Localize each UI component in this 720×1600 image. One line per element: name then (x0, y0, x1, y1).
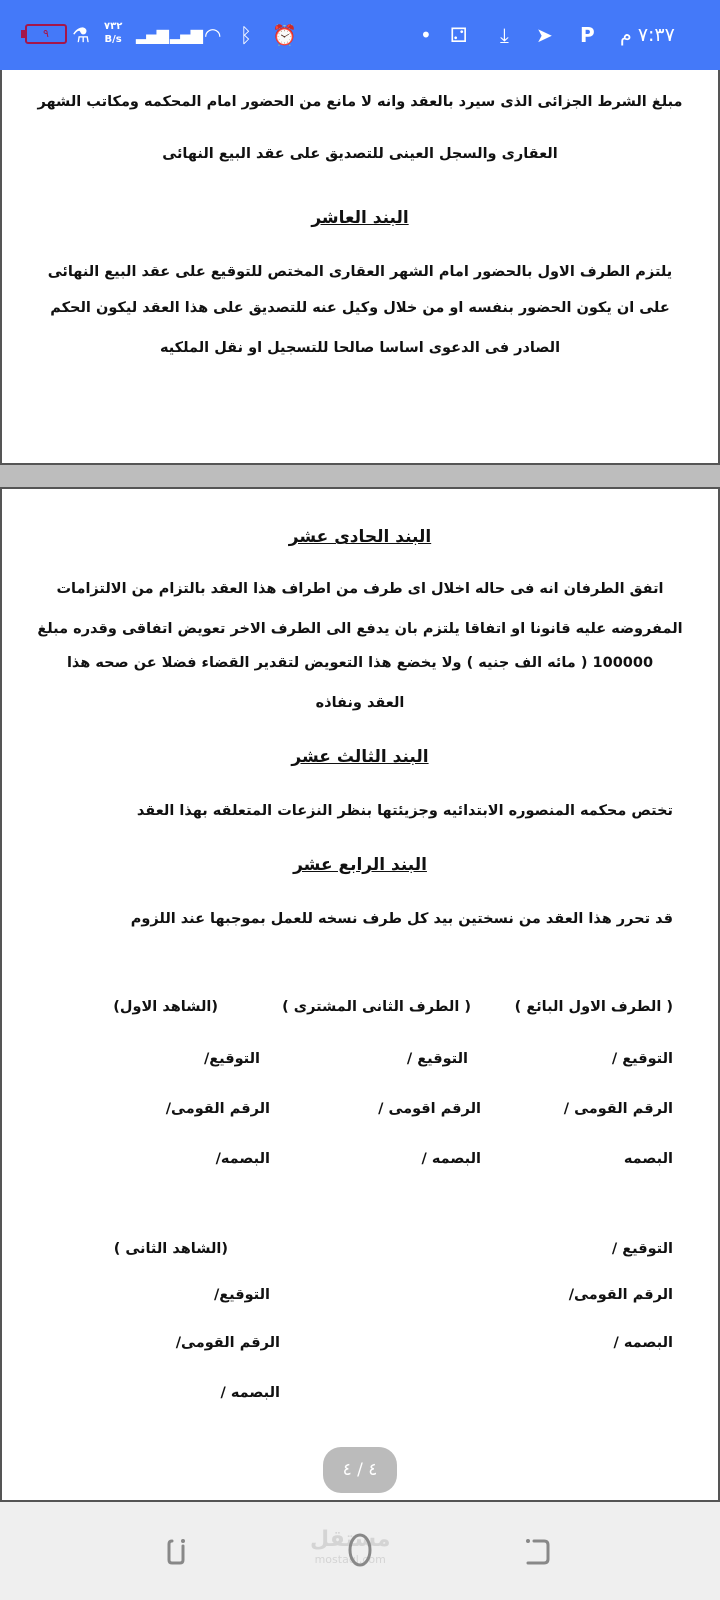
download-icon: ⤓ (500, 23, 509, 47)
signal-icon: ▂▄▆ ▂▄▆ (136, 25, 201, 44)
sig-seller-print: البصمه (623, 1151, 673, 1167)
flask-icon: ⚗ (72, 23, 90, 47)
text-line: على ان يكون الحضور بنفسه او من خلال وكيل عنه للتصديق على هذا العقد ليكون الحكم (50, 300, 670, 316)
text-line: العقارى والسجل العينى للتصديق على عقد البيع النهائى (162, 146, 558, 162)
sig-witness1-id: الرقم القومى/ (165, 1101, 270, 1117)
net-speed-unit: B/s (104, 34, 122, 45)
section-heading: البند الرابع عشر (293, 855, 427, 875)
dot-icon: • (420, 23, 432, 47)
text-line: اتفق الطرفان انه فى حاله اخلال اى طرف من اطراف هذا العقد بالتزام من الالتزامات (56, 581, 664, 597)
sig-buyer-id: الرقم اقومى / (378, 1101, 481, 1117)
recent-apps-button[interactable] (163, 1532, 197, 1568)
document-page-4 (0, 487, 720, 1502)
clock-time: ٧:٣٧ م (620, 24, 675, 46)
back-button[interactable] (522, 1532, 556, 1568)
section-heading: البند الثالث عشر (291, 747, 429, 767)
text-line: الصادر فى الدعوى اساسا صالحا للتسجيل او نقل الملكيه (159, 340, 561, 356)
status-bar (0, 0, 720, 72)
text-line: مبلغ الشرط الجزائى الذى سيرد بالعقد وانه لا مانع من الحضور امام المحكمه ومكاتب الشهر (37, 94, 683, 110)
navigation-bar (0, 1502, 720, 1600)
sig-witness2-print: البصمه / (220, 1385, 280, 1401)
dice-icon: ⚁ (450, 23, 468, 47)
watermark-latin: mostaql.com (314, 1553, 386, 1566)
sig-buyer-title: ( الطرف الثانى المشترى ) (282, 999, 471, 1015)
net-speed (104, 20, 122, 46)
sig-id: الرقم القومى/ (568, 1287, 673, 1303)
sig-buyer-print: البصمه / (421, 1151, 481, 1167)
text-line: العقد ونفاذه (315, 695, 405, 711)
sig-buyer-sign: التوقيع / (406, 1051, 468, 1067)
sig-seller-title: ( الطرف الاول البائع ) (514, 999, 673, 1015)
sig-seller-id: الرقم القومى / (563, 1101, 673, 1117)
sig-witness2-title: (الشاهد الثانى ) (113, 1241, 228, 1257)
text-line: تختص محكمه المنصوره الابتدائيه وجزيئتها بنظر النزعات المتعلقه بهذا العقد (136, 803, 673, 819)
net-speed-value: ٧٣٢ (104, 21, 123, 32)
home-button[interactable] (343, 1532, 377, 1568)
sig-witness2-id: الرقم القومى/ (175, 1335, 280, 1351)
alarm-icon: ⏰ (272, 23, 297, 47)
text-line: المفروضه عليه قانونا او اتفاقا يلتزم بان يدفع الى الطرف الاخر تعويض اتفاقى وقدره مبلغ (37, 621, 683, 637)
sig-witness1-sign: التوقيع/ (203, 1051, 260, 1067)
text-line: 100000 ( مائه الف جنيه ) ولا يخضع هذا التعويض لتقدير القضاء فضلا عن صحه هذا (66, 655, 654, 671)
telegram-icon: ➤ (536, 23, 553, 47)
app-p-icon: P (580, 23, 595, 47)
section-heading: البند العاشر (311, 208, 409, 228)
watermark-arabic: مستقل (310, 1527, 391, 1552)
text-line: يلتزم الطرف الاول بالحضور امام الشهر العقارى المختص للتوقيع على عقد البيع النهائى (47, 264, 673, 280)
sig-witness1-title: (الشاهد الاول) (113, 999, 218, 1015)
bluetooth-icon: ᛒ (240, 23, 252, 47)
battery-icon: ٩ (25, 24, 67, 44)
wifi-icon: ◠ (204, 23, 222, 47)
sig-print: البصمه / (613, 1335, 673, 1351)
document-page-3 (0, 70, 720, 465)
sig-seller-sign: التوقيع / (611, 1051, 673, 1067)
sig-sign: التوقيع / (611, 1241, 673, 1257)
section-heading: البند الحادى عشر (288, 527, 432, 547)
text-line: قد تحرر هذا العقد من نسختين بيد كل طرف نسخه للعمل بموجبها عند اللزوم (130, 911, 673, 927)
page-indicator: ٤ / ٤ (323, 1447, 397, 1493)
sig-witness2-sign: التوقيع/ (213, 1287, 270, 1303)
sig-witness1-print: البصمه/ (215, 1151, 270, 1167)
